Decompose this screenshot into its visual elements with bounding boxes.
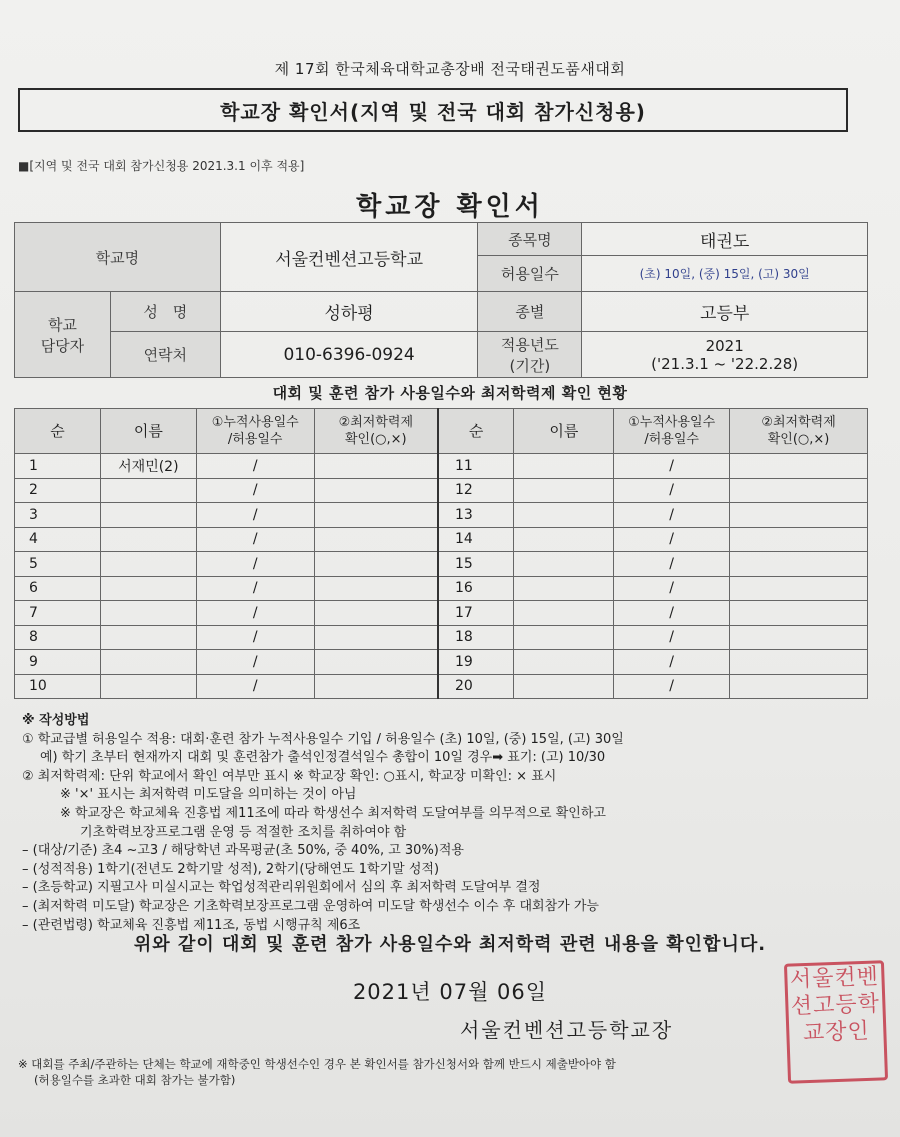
principal-signature: 서울컨벤션고등학교장 (460, 1018, 674, 1042)
allowed-days-value: (초) 10일, (중) 15일, (고) 30일 (582, 256, 868, 292)
writing-instructions (22, 712, 882, 935)
table-row (15, 601, 868, 626)
manager-label (15, 292, 111, 378)
days-used-cell: / (614, 503, 730, 528)
athlete-roster-table (14, 408, 868, 699)
table-row (15, 527, 868, 552)
instruction-line: – (관련법령) 학교체육 진흥법 제11조, 동법 시행규칙 제6조 (22, 917, 361, 933)
athlete-name (100, 601, 196, 626)
col-header-min-2 (730, 409, 868, 454)
row-number: 19 (438, 650, 514, 675)
athlete-name (514, 650, 614, 675)
col-header-days-2 (614, 409, 730, 454)
athlete-name (100, 552, 196, 577)
min-academic-cell (314, 503, 438, 528)
row-number: 8 (15, 625, 101, 650)
days-used-cell: / (196, 601, 314, 626)
manager-name-value: 성하평 (220, 292, 478, 332)
min-academic-cell (730, 576, 868, 601)
days-used-cell: / (614, 650, 730, 675)
instruction-line: ※ '×' 표시는 최저학력 미도달을 의미하는 것이 아님 (60, 787, 357, 803)
name-label: 성 명 (110, 292, 220, 332)
days-used-cell: / (614, 576, 730, 601)
row-number: 18 (438, 625, 514, 650)
athlete-name (514, 478, 614, 503)
row-number: 4 (15, 527, 101, 552)
col-header-days-line2: /허용일수 (227, 432, 283, 447)
row-number: 10 (15, 674, 101, 699)
row-number: 17 (438, 601, 514, 626)
table-row (15, 552, 868, 577)
school-name-value: 서울컨벤션고등학교 (220, 223, 478, 292)
confirmation-date: 2021년 07월 06일 (352, 980, 548, 1004)
days-used-cell: / (196, 625, 314, 650)
table-row (15, 454, 868, 479)
instruction-line: 예) 학기 초부터 현재까지 대회 및 훈련참가 출석인정결석일수 총합이 10일 경우➡ 표기: (고) 10/30 (40, 750, 606, 766)
category-label: 종별 (478, 292, 582, 332)
footer-line-2: (허용일수를 초과한 대회 참가는 불가함) (34, 1073, 236, 1087)
col-header-min-line2: 확인(○,×) (344, 432, 407, 447)
min-academic-cell (314, 650, 438, 675)
days-used-cell: / (614, 674, 730, 699)
col-header-name-2: 이름 (514, 409, 614, 454)
year-value-line2: ('21.3.1 ~ '22.2.28) (651, 354, 799, 373)
instruction-line: ① 학교급별 허용일수 적용: 대회·훈련 참가 누적사용일수 기입 / 허용일수 (초) 10일, (중) 15일, (고) 30일 (22, 731, 624, 747)
days-used-cell: / (614, 454, 730, 479)
min-academic-cell (314, 601, 438, 626)
athlete-name (100, 527, 196, 552)
instruction-line: – (최저학력 미도달) 학교장은 기초학력보장프로그램 운영하여 미도달 학생선수 이수 후 대회참가 가능 (22, 898, 599, 914)
min-academic-cell (730, 601, 868, 626)
contact-label: 연락처 (110, 332, 220, 378)
col-header-no: 순 (15, 409, 101, 454)
col-header-days (196, 409, 314, 454)
min-academic-cell (730, 674, 868, 699)
category-value: 고등부 (582, 292, 868, 332)
contact-value: 010-6396-0924 (220, 332, 478, 378)
row-number: 9 (15, 650, 101, 675)
school-name-label: 학교명 (15, 223, 221, 292)
seal-line: 교장인 (802, 1018, 871, 1047)
row-number: 5 (15, 552, 101, 577)
manager-label-line1: 학교 (47, 315, 77, 334)
min-academic-cell (314, 625, 438, 650)
table-row (15, 674, 868, 699)
athlete-name (100, 576, 196, 601)
row-number: 3 (15, 503, 101, 528)
table-row (15, 650, 868, 675)
row-number: 16 (438, 576, 514, 601)
row-number: 1 (15, 454, 101, 479)
athlete-name (514, 576, 614, 601)
footer-line-1: ※ 대회를 주최/주관하는 단체는 학교에 재학중인 학생선수인 경우 본 확인서를 참가신청서와 함께 반드시 제출받아야 함 (18, 1057, 616, 1071)
instruction-line: ※ 학교장은 학교체육 진흥법 제11조에 따라 학생선수 최저학력 도달여부를 의무적으로 확인하고 (60, 805, 606, 821)
min-academic-cell (730, 552, 868, 577)
row-number: 11 (438, 454, 514, 479)
row-number: 2 (15, 478, 101, 503)
school-info-table (14, 222, 868, 378)
days-used-cell: / (196, 454, 314, 479)
days-used-cell: / (614, 625, 730, 650)
min-academic-cell (730, 454, 868, 479)
footer-note (18, 1056, 616, 1088)
applicability-note: ■[지역 및 전국 대회 참가신청용 2021.3.1 이후 적용] (18, 159, 305, 173)
min-academic-cell (314, 454, 438, 479)
table-row (15, 478, 868, 503)
athlete-name (100, 503, 196, 528)
col-header-no-2: 순 (438, 409, 514, 454)
instruction-line: 기초학력보장프로그램 운영 등 적절한 조치를 취하여야 함 (80, 824, 407, 840)
instruction-line: – (대상/기준) 초4 ~고3 / 해당학년 과목평균(초 50%, 중 40%, 고 30%)적용 (22, 843, 464, 859)
athlete-name (514, 674, 614, 699)
row-number: 15 (438, 552, 514, 577)
col-header-days-line1: ①누적사용일수 (211, 415, 299, 430)
min-academic-cell (314, 674, 438, 699)
row-number: 20 (438, 674, 514, 699)
athlete-name (514, 454, 614, 479)
days-used-cell: / (614, 527, 730, 552)
days-used-cell: / (196, 650, 314, 675)
table-row (15, 576, 868, 601)
days-used-cell: / (196, 576, 314, 601)
athlete-name (100, 674, 196, 699)
days-used-cell: / (196, 674, 314, 699)
row-number: 13 (438, 503, 514, 528)
col-header-min-2-line2: 확인(○,×) (767, 432, 830, 447)
seal-line: 션고등학 (790, 991, 881, 1020)
days-used-cell: / (196, 478, 314, 503)
sport-value: 태권도 (582, 223, 868, 256)
athlete-name (100, 650, 196, 675)
table-row (15, 503, 868, 528)
official-seal-stamp (784, 960, 888, 1083)
table-row (15, 625, 868, 650)
roster-section-title: 대회 및 훈련 참가 사용일수와 최저학력제 확인 현황 (272, 384, 628, 402)
instruction-line: – (성적적용) 1학기(전년도 2학기말 성적), 2학기(당해연도 1학기말 성적) (22, 861, 440, 877)
year-value-line1: 2021 (705, 336, 744, 355)
row-number: 12 (438, 478, 514, 503)
form-title: 학교장 확인서 (356, 192, 544, 222)
row-number: 14 (438, 527, 514, 552)
days-used-cell: / (196, 503, 314, 528)
min-academic-cell (730, 503, 868, 528)
days-used-cell: / (614, 552, 730, 577)
row-number: 6 (15, 576, 101, 601)
min-academic-cell (314, 576, 438, 601)
min-academic-cell (314, 478, 438, 503)
instructions-heading: ※ 작성방법 (22, 713, 90, 728)
manager-label-line2: 담당자 (40, 336, 85, 355)
col-header-name: 이름 (100, 409, 196, 454)
row-number: 7 (15, 601, 101, 626)
year-label (478, 332, 582, 378)
col-header-min (314, 409, 438, 454)
athlete-name (514, 552, 614, 577)
event-title: 제 17회 한국체육대학교총장배 전국태권도품새대회 (274, 60, 626, 78)
main-title: 학교장 확인서(지역 및 전국 대회 참가신청용) (18, 88, 848, 132)
year-label-line1: 적용년도 (500, 335, 559, 354)
instruction-line: – (초등학교) 지필고사 미실시교는 학업성적관리위원회에서 심의 후 최저학력 도달여부 결정 (22, 880, 541, 896)
col-header-min-2-line1: ②최저학력제 (761, 415, 836, 430)
athlete-name (514, 527, 614, 552)
seal-line: 서울컨벤 (789, 964, 880, 993)
min-academic-cell (314, 552, 438, 577)
year-value (582, 332, 868, 378)
min-academic-cell (730, 625, 868, 650)
min-academic-cell (730, 650, 868, 675)
days-used-cell: / (614, 601, 730, 626)
days-used-cell: / (196, 552, 314, 577)
athlete-name (514, 625, 614, 650)
roster-body (15, 454, 868, 699)
col-header-days-2-line1: ①누적사용일수 (628, 415, 716, 430)
min-academic-cell (730, 527, 868, 552)
days-used-cell: / (614, 478, 730, 503)
instruction-line: ② 최저학력제: 단위 학교에서 확인 여부만 표시 ※ 학교장 확인: ○표시, 학교장 미확인: × 표시 (22, 768, 557, 784)
days-used-cell: / (196, 527, 314, 552)
athlete-name (100, 625, 196, 650)
athlete-name (514, 503, 614, 528)
athlete-name (100, 478, 196, 503)
min-academic-cell (314, 527, 438, 552)
athlete-name: 서재민(2) (100, 454, 196, 479)
min-academic-cell (730, 478, 868, 503)
col-header-days-2-line2: /허용일수 (644, 432, 699, 447)
allowed-days-label: 허용일수 (478, 256, 582, 292)
year-label-line2: (기간) (509, 356, 551, 375)
confirmation-statement: 위와 같이 대회 및 훈련 참가 사용일수와 최저학력 관련 내용을 확인합니다. (133, 934, 767, 955)
athlete-name (514, 601, 614, 626)
sport-label: 종목명 (478, 223, 582, 256)
col-header-min-line1: ②최저학력제 (338, 415, 414, 430)
